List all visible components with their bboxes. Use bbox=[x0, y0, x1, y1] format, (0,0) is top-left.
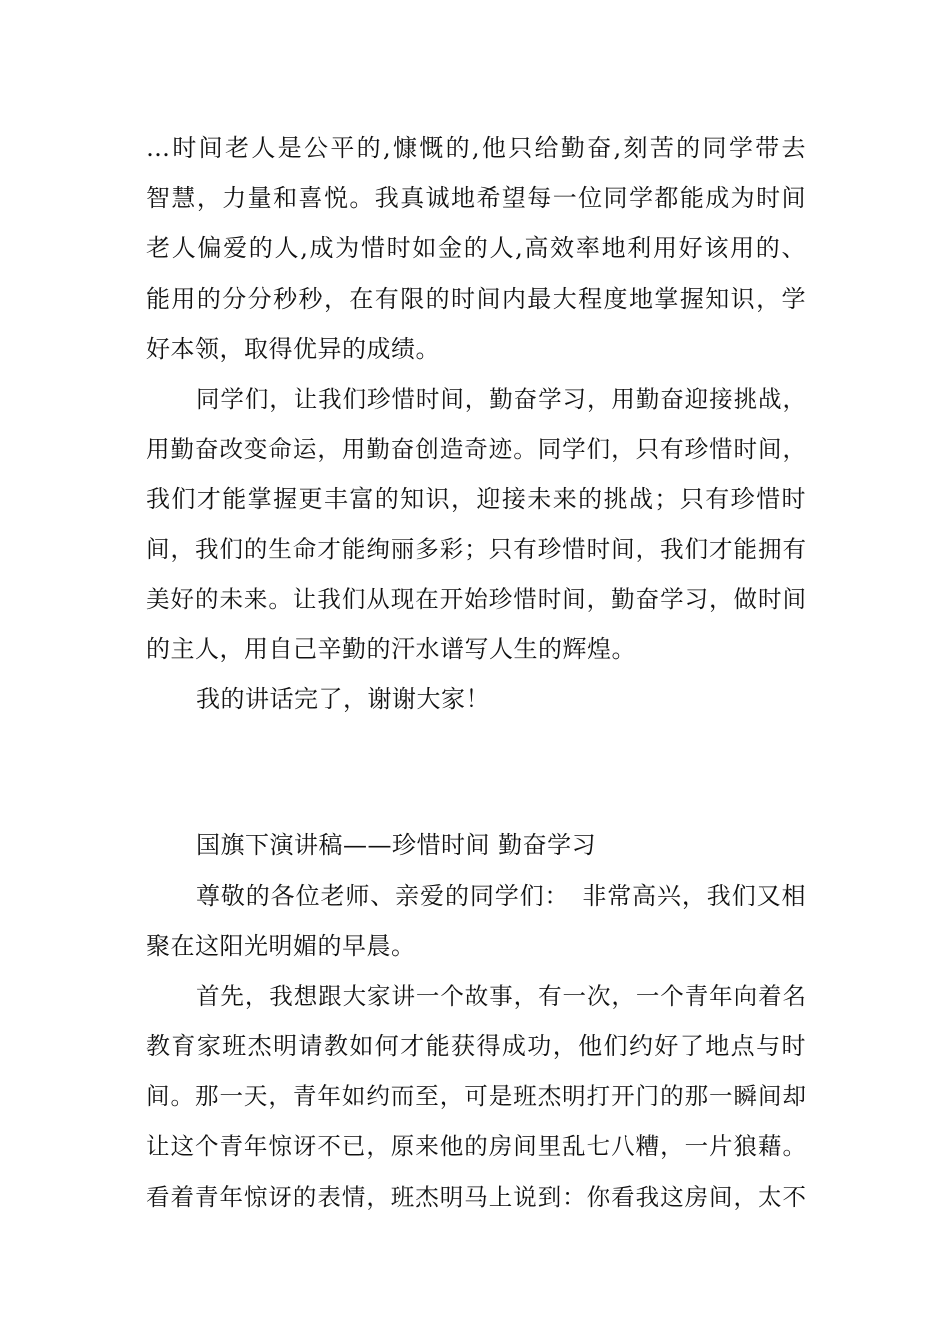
text-line: 间。那一天，青年如约而至，可是班杰明打开门的那一瞬间却 bbox=[146, 1082, 806, 1110]
text-line: 看着青年惊讶的表情，班杰明马上说到：你看我这房间，太不 bbox=[146, 1183, 806, 1211]
text-line: 智慧，力量和喜悦。我真诚地希望每一位同学都能成为时间 bbox=[146, 184, 806, 212]
paragraph-first-line: 首先，我想跟大家讲一个故事，有一次，一个青年向着名 bbox=[196, 982, 806, 1010]
speech-title: 国旗下演讲稿——珍惜时间 勤奋学习 bbox=[196, 831, 597, 859]
text-line: 能用的分分秒秒，在有限的时间内最大程度地掌握知识，学 bbox=[146, 285, 806, 313]
text-line: 的主人，用自己辛勤的汗水谱写人生的辉煌。 bbox=[146, 635, 636, 663]
paragraph-first-line: 同学们，让我们珍惜时间，勤奋学习，用勤奋迎接挑战， bbox=[196, 385, 806, 413]
closing-line: 我的讲话完了，谢谢大家！ bbox=[196, 685, 490, 713]
text-line: 我们才能掌握更丰富的知识，迎接未来的挑战；只有珍惜时 bbox=[146, 485, 806, 513]
text-line: …时间老人是公平的,慷慨的,他只给勤奋,刻苦的同学带去 bbox=[146, 134, 806, 162]
text-line: 好本领，取得优异的成绩。 bbox=[146, 335, 440, 363]
text-line: 间，我们的生命才能绚丽多彩；只有珍惜时间，我们才能拥有 bbox=[146, 535, 806, 563]
salutation-line: 尊敬的各位老师、亲爱的同学们： 非常高兴，我们又相 bbox=[196, 882, 806, 910]
text-line: 美好的未来。让我们从现在开始珍惜时间，勤奋学习，做时间 bbox=[146, 585, 806, 613]
text-line: 让这个青年惊讶不已，原来他的房间里乱七八糟，一片狼藉。 bbox=[146, 1132, 806, 1160]
text-line: 教育家班杰明请教如何才能获得成功，他们约好了地点与时 bbox=[146, 1032, 806, 1060]
text-line: 老人偏爱的人,成为惜时如金的人,高效率地利用好该用的、 bbox=[146, 234, 806, 262]
text-line: 用勤奋改变命运，用勤奋创造奇迹。同学们，只有珍惜时间， bbox=[146, 435, 806, 463]
text-line: 聚在这阳光明媚的早晨。 bbox=[146, 932, 416, 960]
